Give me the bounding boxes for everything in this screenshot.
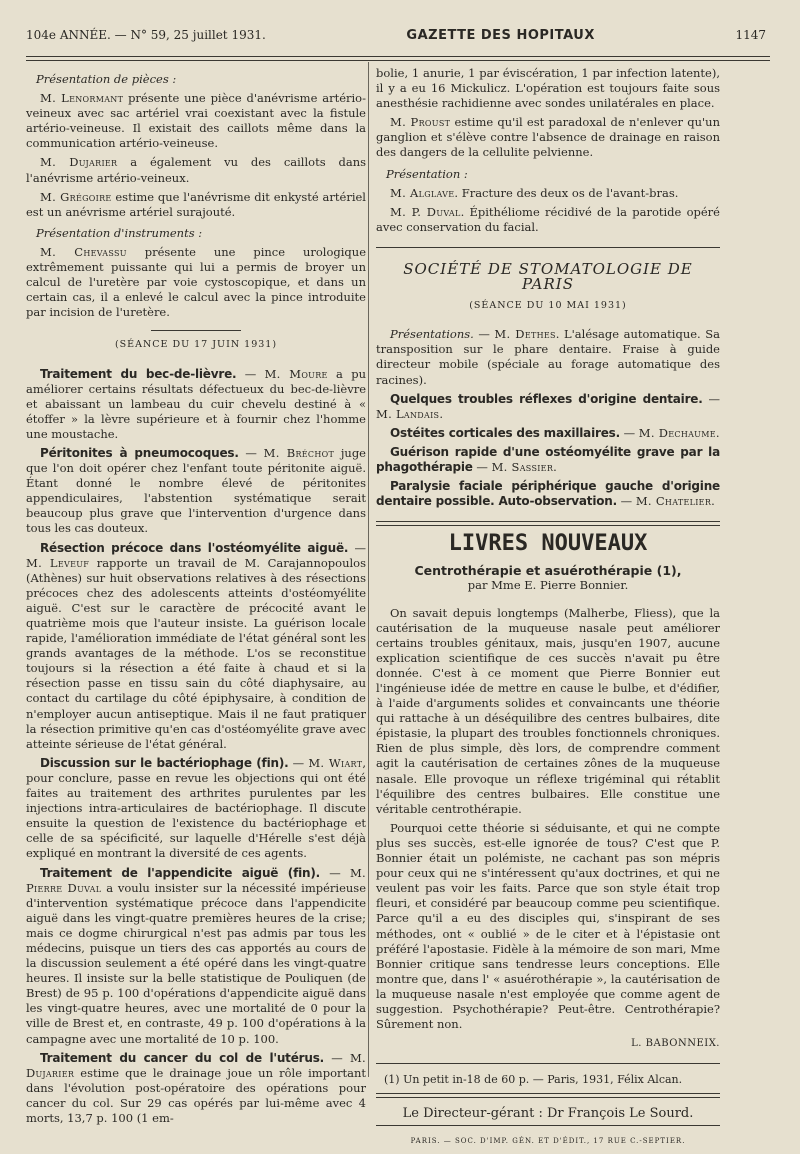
item-title: Traitement du cancer du col de l'utérus. (40, 1050, 325, 1065)
item-paragraph: Traitement du cancer du col de l'utérus. — M. Dujarier estime que le drainage joue un rôle important dans l'évolution post-opératoire des opérations pour cancer du col. Sur 29 cas opérés par lui-même avec 4 morts, 13,7 p. 100 (1 em- (26, 1050, 366, 1125)
book-title: Centrothérapie et asuérothérapie (1), (414, 563, 682, 579)
item-text: . (439, 406, 443, 421)
paragraph-text: . Épithéliome récidivé de la parotide opéré avec conservation du facial. (376, 204, 720, 234)
footnote: (1) Un petit in-18 de 60 p. — Paris, 1931, Félix Alcan. (384, 1073, 683, 1087)
header-rule (26, 56, 770, 57)
header-rule-secondary (26, 60, 770, 61)
issue-info: 104e ANNÉE. — N° 59, 25 juillet 1931. (26, 28, 266, 42)
section-subhead: Présentation : (386, 166, 468, 181)
paragraph (376, 115, 720, 160)
paragraph: Présentations. — M. Dethes. L'alésage automatique. Sa transposition sur le phare dentaire. Fraise à guide directeur mobile (spéciale au forage automatique des racines). (376, 327, 720, 387)
item-text: . (553, 459, 557, 474)
item-title: Péritonites à pneumocoques. (40, 445, 239, 460)
item-text: a voulu insister sur la nécessité impérieuse d'intervention systématique précoce dans l'appendicite aiguë dans les vingt-quatre premières heures de la crise; mais ce dogme chirurgical n'est pas admis par tous les médecins, puisque un tiers des cas apportés au cours de la discussion seulement a été opéré dans les vingt-quatre heures. Il insiste sur la belle statistique de Pouliquen (de Brest) de 95 p. 100 d'opérations d'appendicite aiguë dans les vingt-quatre heures, avec une mortalité de 0 pour la ville de Brest et, en contraste, 49 p. 100 d'opérations à la campagne avec une mortalité de 10 p. 100. (26, 880, 367, 1046)
item-title: Discussion sur le bactériophage (fin). (40, 755, 289, 770)
section-subhead: Présentation de pièces : (36, 72, 177, 86)
speaker-name: M. Wiart (308, 755, 363, 770)
column-divider (368, 62, 369, 1077)
speaker-name: M. Dethes (494, 327, 556, 342)
journal-title: GAZETTE DES HOPITAUX (406, 28, 595, 43)
paragraph (26, 245, 366, 320)
speaker-name: M. Alglave (390, 185, 455, 200)
speaker-name: M. Sassier (491, 459, 554, 474)
paragraph (376, 205, 720, 235)
item-paragraph: Ostéites corticales des maxillaires. — M. Dechaume. (390, 425, 720, 440)
item-paragraph: Discussion sur le bactériophage (fin). — M. Wiart, pour conclure, passe en revue les objections qui ont été faites au traitement des arthrites purulentes par les injections intra-articulaires de bactériophage. Il discute ensuite la question de l'existence du bactériophage et celle de sa spécificité, sur laquelle d'Hérelle s'est déjà expliqué en montrant la diversité de ces agents. (26, 755, 366, 861)
item-text: estime que le drainage joue un rôle important dans l'évolution post-opératoire des opérations pour cancer du col. Sur 29 cas opérés par lui-même avec 4 morts, 13,7 p. 100 (1 em- (26, 1065, 366, 1125)
speaker-name: M. Chatelier (635, 494, 712, 509)
speaker-name: M. Bréchot (263, 445, 335, 460)
item-text: , pour conclure, passe en revue les objections qui ont été faites au traitement des arthrites purulentes par les injections intra-articulaires de bactériophage. Il discute ensuite la question de l'existence du bactériophage et celle de sa spécificité, sur laquelle d'Hérelle s'est déjà expliqué en montrant la diversité de ces agents. (26, 755, 366, 861)
review-signature: L. BABONNEIX. (631, 1038, 720, 1050)
paragraph (26, 155, 366, 185)
review-paragraph: Pourquoi cette théorie si séduisante, et qui ne compte plus ses succès, est-elle ignorée de tous? C'est que P. Bonnier était un polémiste, ne cachant pas son mépris pour ceux qui ne s'intéressent qu'aux doctrines, et qui ne veulent pas voir les faits. Parce que son style était trop fleuri, et considéré par beaucoup comme peu scientifique. Parce qu'il a eu des disciples qui, s'inspirant de ses méthodes, ont « oublié » de le citer et à l'épistasie ont préféré l'apostasie. Fidèle à la mémoire de son mari, Mme Bonnier critique sans tendresse leurs conceptions. Elle montre que, dans l' « asuérothérapie », la cautérisation de la muqueuse nasale n'est employée que comme agent de suggestion. Psychothérapie? Peut-être. Centrothérapie? Sûrement non. (376, 820, 720, 1032)
paragraph-text: . Fracture des deux os de l'avant-bras. (454, 185, 679, 200)
livres-heading: LIVRES NOUVEAUX (448, 531, 648, 557)
item-title: Ostéites corticales des maxillaires. (390, 425, 620, 440)
page-number: 1147 (735, 28, 766, 42)
item-text: . (711, 494, 715, 509)
paragraph-text: présente une pince urologique extrêmement puissante qui lui a permis de broyer un calcul de l'uretère par voie cystoscopique, et dans un certain cas, il a enlevé le calcul avec la pince introduite par incision de l'uretère. (26, 244, 366, 320)
left-column (26, 66, 366, 1130)
item-text: . (715, 425, 720, 440)
item-title: Traitement du bec-de-lièvre. (40, 366, 237, 381)
item-paragraph: Traitement de l'appendicite aiguë (fin). — M. Pierre Duval a voulu insister sur la nécessité impérieuse d'intervention systématique précoce dans l'appendicite aiguë dans les vingt-quatre premières heures de la crise; mais ce dogme chirurgical n'est pas admis par tous les médecins, puisque un tiers des cas apportés au cours de la discussion seulement a été opéré dans les vingt-quatre heures. Il insiste sur la belle statistique de Pouliquen (de Brest) de 95 p. 100 d'opérations d'appendicite aiguë dans les vingt-quatre heures, avec une mortalité de 0 pour la ville de Brest et, en contraste, 49 p. 100 d'opérations à la campagne avec une mortalité de 10 p. 100. (26, 865, 367, 1046)
item-title: Paralysie faciale périphérique gauche d'origine dentaire possible. Auto-observation. (376, 479, 720, 509)
paragraph-text: . L'alésage automatique. Sa transposition sur le phare dentaire. Fraise à guide directeur mobile (spéciale au forage automatique des racines). (376, 327, 720, 387)
item-paragraph: Guérison rapide d'une ostéomyélite grave par la phagothérapie — M. Sassier. (376, 444, 720, 474)
speaker-name: M. P. Duval (390, 204, 461, 219)
paragraph-text: a également vu des caillots dans l'anévrisme artério-veineux. (26, 155, 366, 185)
item-paragraph: Péritonites à pneumocoques. — M. Bréchot juge que l'on doit opérer chez l'enfant toute péritonite aiguë. Étant donné le nombre élevé de péritonites appendiculaires, l'abstention systématique serait beaucoup plus grave que l'intervention d'urgence dans tous les cas douteux. (26, 445, 366, 536)
section-rule (376, 247, 720, 248)
section-double-rule (376, 521, 720, 526)
speaker-name: M. Dujarier (40, 155, 118, 170)
item-title: Quelques troubles réflexes d'origine dentaire. (390, 391, 703, 406)
imprint-rule (376, 1125, 720, 1126)
speaker-name: M. Lenormant (40, 91, 124, 106)
director-line: Le Directeur-gérant : Dr François Le Sourd. (402, 1106, 694, 1122)
society-title: SOCIÉTÉ DE STOMATOLOGIE DE PARIS (403, 259, 693, 294)
item-text: rapporte un travail de M. Carajannopoulos (Athènes) sur huit observations relatives à des résections précoces chez des adolescents atteints d'ostéomyélite aiguë. C'est sur le caractère de précocité avant le quatrième mois que l'auteur insiste. La guérison locale rapide, l'amélioration immédiate de l'état général sont les grands avantages de la méthode. L'os se reconstitue toujours si la résection a été faite à chaud et si la résection passe en tissu sain du côté diaphysaire, au contact du cartilage du côté épiphysaire, à condition de n'employer aucun antiseptique. Mais il ne faut pratiquer la résection primitive qu'en cas d'ostéomyélite grave avec atteinte sérieuse de l'état général. (26, 555, 366, 751)
paragraph (376, 186, 720, 201)
page-header (26, 28, 766, 56)
section-subhead: Présentation d'instruments : (36, 225, 203, 240)
item-title: Résection précoce dans l'ostéomyélite aiguë. (40, 540, 349, 555)
speaker-name: M. Leveuf (26, 555, 90, 570)
review-paragraph: On savait depuis longtemps (Malherbe, Fliess), que la cautérisation de la muqueuse nasale peut améliorer certains troubles génitaux, mais, jusqu'en 1907, aucune explication scientifique de ces succès n'avait pu être donnée. C'est à ce moment que Pierre Bonnier eut l'ingénieuse idée de mettre en cause le bulbe, et d'édifier, à l'aide d'arguments solides et convaincants une théorie qui rattache à un déséquilibre des centres bulbaires, dite épistasie, la plupart des troubles fonctionnels chroniques. Rien de plus simple, dès lors, de comprendre comment agit la cautérisation de certaines zônes de la muqueuse nasale. Elle provoque un réflexe trigéminal qui rétablit l'équilibre des centres bulbaires. Elle constitue une véritable centrothérapie. (376, 605, 720, 816)
section-subhead: Présentations. (390, 327, 474, 342)
footer-double-rule (376, 1093, 720, 1098)
item-paragraph: Traitement du bec-de-lièvre. — M. Moure a pu améliorer certains résultats défectueux du bec-de-lièvre et abaissant un lambeau du cuir chevelu destiné à « étoffer » la lèvre supérieure et à fournir chez l'homme une moustache. (26, 366, 367, 441)
paragraph (26, 190, 366, 220)
book-author: par Mme E. Pierre Bonnier. (467, 578, 629, 593)
imprint-line: PARIS. — SOC. D'IMP. GÉN. ET D'ÉDIT., 17 RUE C.-SEPTIER. (410, 1137, 686, 1146)
speaker-name: M. Chevassu (40, 244, 127, 259)
item-paragraph: Quelques troubles réflexes d'origine dentaire. — M. Landais. (376, 391, 721, 421)
session-date: (SÉANCE DU 10 MAI 1931) (469, 300, 627, 312)
item-text: a pu améliorer certains résultats défectueux du bec-de-lièvre et abaissant un lambeau du cuir chevelu destiné à « étoffer » la lèvre supérieure et à fournir chez l'homme une moustache. (26, 366, 367, 441)
speaker-name: M. Dechaume (638, 425, 716, 440)
speaker-name: M. Dujarier (26, 1050, 366, 1080)
speaker-name: M. Proust (390, 115, 451, 130)
item-title: Guérison rapide d'une ostéomyélite grave par la phagothérapie (376, 444, 720, 474)
continued-paragraph: bolie, 1 anurie, 1 par éviscération, 1 par infection latente), il y a eu 16 Mickulicz. L'opération est toujours faite sous anesthésie rachidienne avec sondes unilatérales en place. (376, 66, 720, 111)
item-title: Traitement de l'appendicite aiguë (fin). (40, 865, 320, 880)
footnote-rule (376, 1063, 720, 1064)
speaker-name: M. Landais (376, 406, 440, 421)
paragraph-text: présente une pièce d'anévrisme artério-veineux avec sac artériel vrai coexistant avec la fistule artério-veineuse. Il existait des caillots même dans la communication artério-veineuse. (26, 91, 366, 151)
paragraph-text: estime que l'anévrisme dit enkysté artériel est un anévrisme artériel surajouté. (26, 189, 366, 219)
paragraph-text: estime qu'il est paradoxal de n'enlever qu'un ganglion et s'élève contre l'absence de drainage en raison des dangers de la cellulite pelvienne. (376, 115, 720, 160)
speaker-name: M. Grégoire (40, 189, 112, 204)
speaker-name: M. Pierre Duval (26, 865, 367, 895)
item-paragraph: Paralysie faciale périphérique gauche d'origine dentaire possible. Auto-observation. — M. Chatelier. (376, 479, 720, 509)
item-text: juge que l'on doit opérer chez l'enfant toute péritonite aiguë. Étant donné le nombre élevé de péritonites appendiculaires, l'abstention systématique serait beaucoup plus grave que l'intervention d'urgence dans tous les cas douteux. (26, 445, 366, 536)
short-rule (151, 330, 241, 331)
paragraph (26, 91, 366, 151)
session-date: (SÉANCE DU 17 JUIN 1931) (114, 339, 278, 351)
speaker-name: M. Moure (264, 366, 328, 381)
right-column (376, 66, 720, 1154)
item-paragraph: Résection précoce dans l'ostéomyélite aiguë. — M. Leveuf rapporte un travail de M. Carajannopoulos (Athènes) sur huit observations relatives à des résections précoces chez des adolescents atteints d'ostéomyélite aiguë. C'est sur le caractère de précocité avant le quatrième mois que l'auteur insiste. La guérison locale rapide, l'amélioration immédiate de l'état général sont les grands avantages de la méthode. L'os se reconstitue toujours si la résection a été faite à chaud et si la résection passe en tissu sain du côté diaphysaire, au contact du cartilage du côté épiphysaire, à condition de n'employer aucun antiseptique. Mais il ne faut pratiquer la résection primitive qu'en cas d'ostéomyélite grave avec atteinte sérieuse de l'état général. (26, 540, 367, 751)
